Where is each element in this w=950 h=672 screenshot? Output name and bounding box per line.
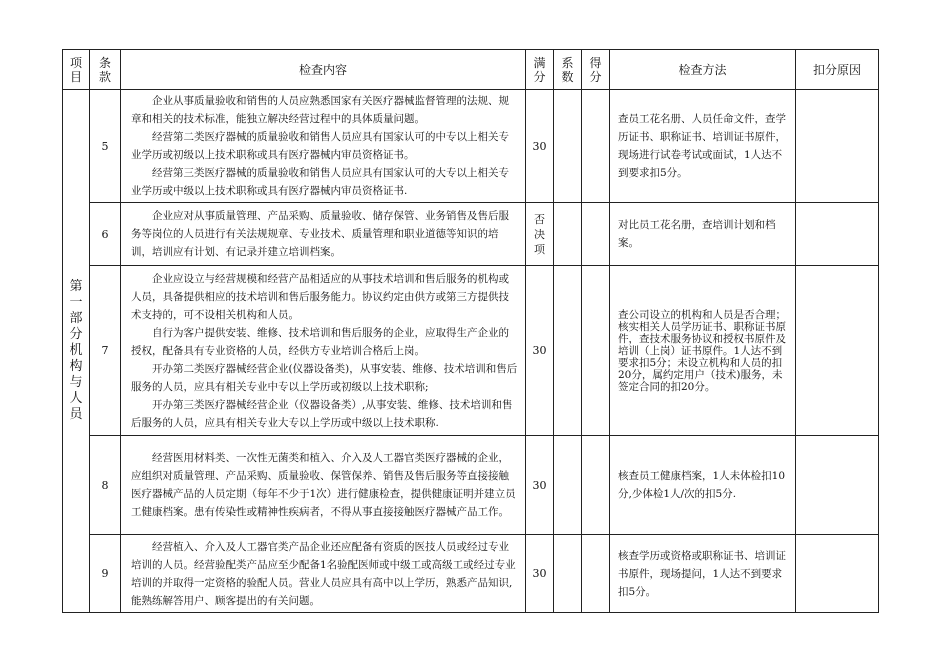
deduction-reason-cell (796, 203, 879, 266)
coefficient-cell (554, 203, 582, 266)
clause-number: 6 (90, 203, 121, 266)
inspection-table (62, 49, 879, 613)
table-row (63, 90, 879, 203)
content-paragraph: 开办第二类医疗器械经营企业(仪器设备类)，从事安装、维修、技术培训和售后服务的人员，应具有相关专业中专以上学历或初级以上技术职称; (131, 362, 518, 393)
score-cell (582, 90, 610, 203)
header-item: 项目 (63, 50, 90, 90)
coefficient-cell (554, 535, 582, 613)
clause-number: 5 (90, 90, 121, 203)
clause-number: 9 (90, 535, 121, 613)
content-paragraph: 经营第二类医疗器械的质量验收和销售人员应具有国家认可的中专以上相关专业学历或初级以上技术职称或具有医疗器械内审员资格证书。 (131, 131, 509, 161)
full-score: 30 (526, 436, 554, 535)
coefficient-cell (554, 90, 582, 203)
header-coefficient: 系数 (554, 50, 582, 90)
clause-number: 7 (90, 266, 121, 436)
content-paragraph: 企业从事质量验收和销售的人员应熟悉国家有关医疗器械监督管理的法规、规章和相关的技术标准，能独立解决经营过程中的具体质量问题。 (131, 95, 509, 125)
check-content (121, 90, 526, 203)
coefficient-cell (554, 266, 582, 436)
table-row (63, 266, 879, 436)
check-method: 对比员工花名册，查培训计划和档案。 (610, 203, 796, 266)
check-content (121, 203, 526, 266)
content-paragraph: 自行为客户提供安装、维修、技术培训和售后服务的企业，应取得生产企业的授权，配备具有专业资格的人员，经供方专业培训合格后上岗。 (131, 326, 509, 357)
deduction-reason-cell (796, 535, 879, 613)
full-score: 30 (526, 535, 554, 613)
header-full-score: 满分 (526, 50, 554, 90)
header-content: 检查内容 (121, 50, 526, 90)
clause-number: 8 (90, 436, 121, 535)
full-score (526, 203, 554, 266)
full-score: 30 (526, 266, 554, 436)
coefficient-cell (554, 436, 582, 535)
check-method: 查员工花名册、人员任命文件，查学历证书、职称证书、培训证书原件，现场进行试卷考试或面试，1人达不到要求扣5分。 (610, 90, 796, 203)
content-paragraph: 企业应对从事质量管理、产品采购、质量验收、储存保管、业务销售及售后服务等岗位的人员进行有关法规规章、专业技术、质量管理和职业道德等知识的培训，培训应有计划、有记录并建立培训档案。 (131, 210, 509, 258)
section-label: 第一部分机构与人员 (63, 90, 90, 613)
content-paragraph: 经营植入、介入及人工器官类产品企业还应配备有资质的医技人员或经过专业培训的人员。经营验配类产品应至少配备1名验配医师或中级工或高级工或经过专业培训的并取得一定资格的验配人员。营业人员应具有高中以上学历，熟悉产品知识,能熟练解答用户、顾客提出的有关问题。 (131, 540, 516, 607)
header-row (63, 50, 879, 90)
score-cell (582, 266, 610, 436)
veto-label: 否决项 (534, 212, 545, 256)
header-clause: 条款 (90, 50, 121, 90)
content-paragraph: 经营第三类医疗器械的质量验收和销售人员应具有国家认可的大专以上相关专业学历或中级以上技术职称或具有医疗器械内审员资格证书. (131, 167, 509, 197)
content-paragraph: 企业应设立与经营规模和经营产品相适应的从事技术培训和售后服务的机构或人员，具备提供相应的技术培训和售后服务能力。协议约定由供方或第三方提供技术支持的，可不设相关机构和人员。 (131, 272, 509, 321)
deduction-reason-cell (796, 90, 879, 203)
table-row (63, 203, 879, 266)
content-paragraph: 开办第三类医疗器械经营企业（仪器设备类）,从事安装、维修、技术培训和售后服务的人员，应具有相关专业大专以上学历或中级以上技术职称. (131, 398, 513, 429)
score-cell (582, 203, 610, 266)
deduction-reason-cell (796, 266, 879, 436)
score-cell (582, 535, 610, 613)
full-score: 30 (526, 90, 554, 203)
check-method: 核查员工健康档案，1人未体检扣10分,少体检1人/次的扣5分. (610, 436, 796, 535)
header-deduction-reason: 扣分原因 (796, 50, 879, 90)
header-score: 得分 (582, 50, 610, 90)
table-row (63, 535, 879, 613)
check-content (121, 436, 526, 535)
score-cell (582, 436, 610, 535)
content-paragraph: 经营医用材料类、一次性无菌类和植入、介入及人工器官类医疗器械的企业，应组织对质量管理、产品采购、质量验收、保管保养、销售及售后服务等直接接触医疗器械产品的人员定期（每年不少于1次）进行健康检查，提供健康证明并建立员工健康档案。患有传染性或精神性疾病者，不得从事直接接触医疗器械产品工作。 (131, 452, 516, 518)
deduction-reason-cell (796, 436, 879, 535)
table-row (63, 436, 879, 535)
check-content (121, 266, 526, 436)
check-method: 查公司设立的机构和人员是否合理；核实相关人员学历证书、职称证书原件，查技术服务协议和授权书原件及培训（上岗）证书原件。1人达不到要求扣5分；未设立机构和人员的扣20分，属约定用户（技术)服务，未签定合同的扣20分。 (610, 266, 796, 436)
check-method: 核查学历或资格或职称证书、培训证书原件，现场提问，1人达不到要求扣5分。 (610, 535, 796, 613)
check-content (121, 535, 526, 613)
header-method: 检查方法 (610, 50, 796, 90)
